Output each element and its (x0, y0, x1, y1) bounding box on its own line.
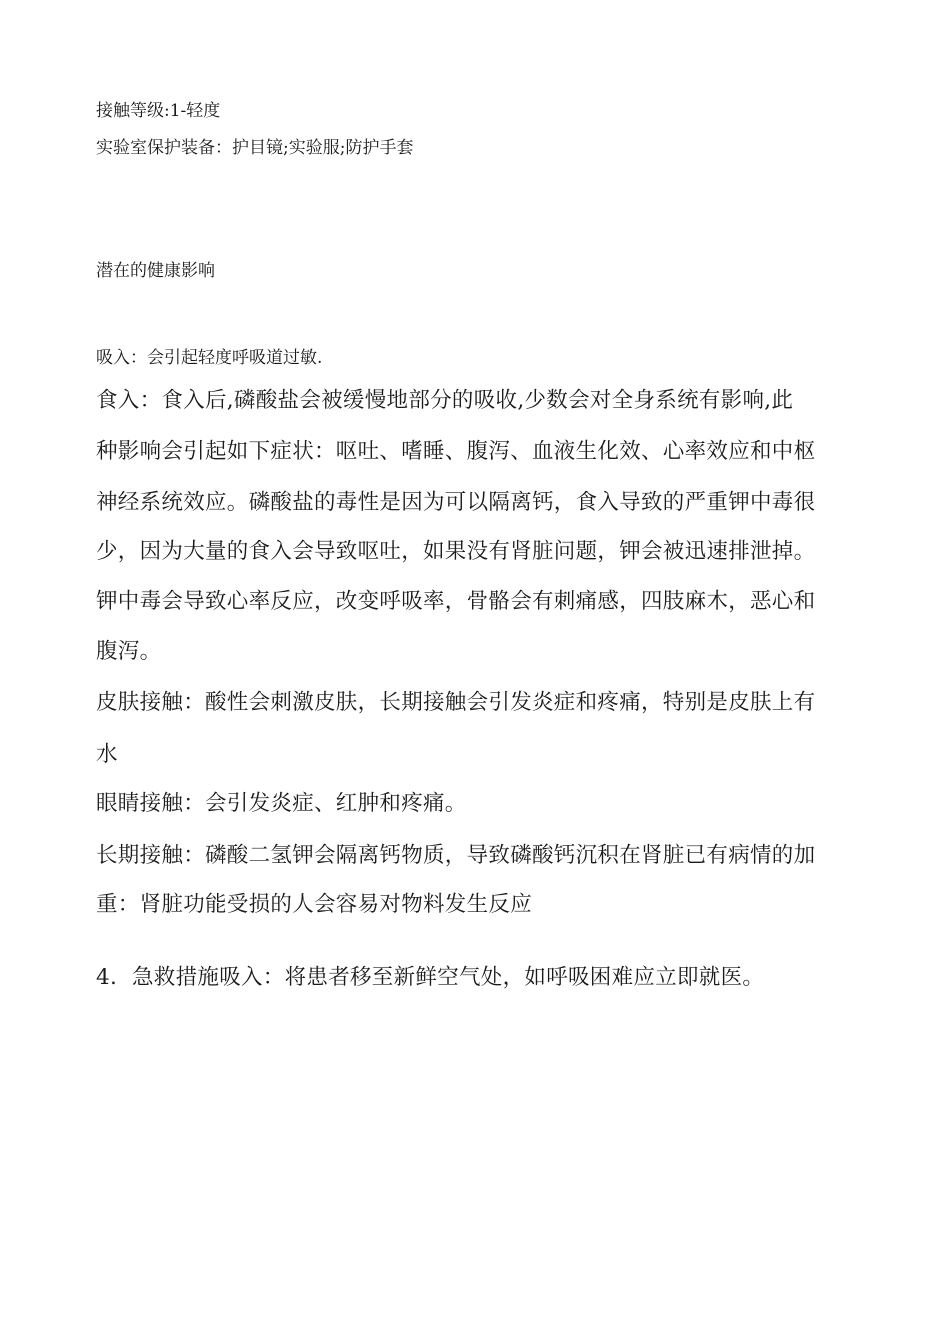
section-title: 潜在的健康影响 (96, 261, 215, 281)
ingestion-line: 种影响会引起如下症状：呕吐、嗜睡、腹泻、血液生化效、心率效应和中枢 (96, 439, 816, 464)
chronic-exposure-line: 长期接触：磷酸二氢钾会隔离钙物质，导致磷酸钙沉积在肾脏已有病情的加 (96, 843, 816, 868)
first-aid-number: 4. (96, 965, 118, 990)
skin-contact-line: 皮肤接触：酸性会刺激皮肤，长期接触会引发炎症和疼痛，特别是皮肤上有 (96, 690, 816, 715)
ingestion-line: 腹泻。 (96, 639, 162, 664)
lab-ppe: 实验室保护装备：护目镜;实验服;防护手套 (96, 138, 414, 158)
first-aid-text: 急救措施吸入：将患者移至新鲜空气处，如呼吸困难应立即就医。 (132, 965, 765, 990)
ingestion-line: 神经系统效应。磷酸盐的毒性是因为可以隔离钙，食入导致的严重钾中毒很 (96, 490, 816, 515)
contact-level: 接触等级:1-轻度 (96, 101, 221, 121)
inhalation-text: 吸入：会引起轻度呼吸道过敏. (96, 348, 323, 368)
eye-contact-text: 眼睛接触：会引发炎症、红肿和疼痛。 (96, 791, 467, 816)
ingestion-line: 少，因为大量的食入会导致呕吐，如果没有肾脏问题，钾会被迅速排泄掉。 (96, 539, 816, 564)
ingestion-line: 食入：食入后,磷酸盐会被缓慢地部分的吸收,少数会对全身系统有影响,此 (96, 388, 794, 413)
skin-contact-line: 水 (96, 742, 118, 767)
ingestion-line: 钾中毒会导致心率反应，改变呼吸率，骨骼会有刺痛感，四肢麻木，恶心和 (96, 589, 816, 614)
chronic-exposure-line: 重：肾脏功能受损的人会容易对物料发生反应 (96, 892, 533, 917)
